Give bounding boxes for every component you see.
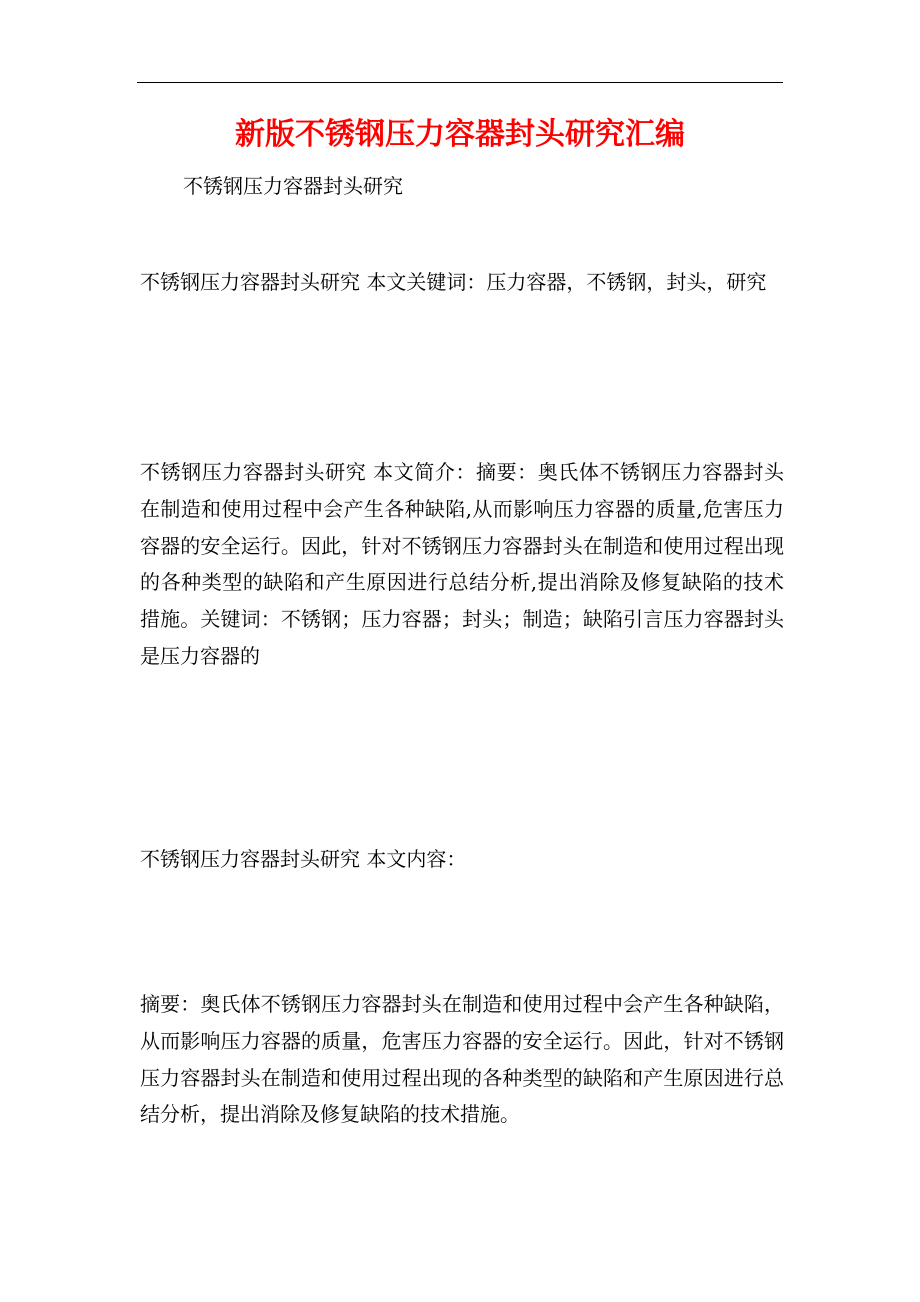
header-rule: [137, 82, 783, 83]
abstract-paragraph: 摘要：奥氏体不锈钢压力容器封头在制造和使用过程中会产生各种缺陷，从而影响压力容器的质量，危害压力容器的安全运行。因此，针对不锈钢压力容器封头在制造和使用过程出现的各种类型的缺陷和产生原因进行总结分析，提出消除及修复缺陷的技术措施。: [140, 992, 784, 1127]
document-subtitle: 不锈钢压力容器封头研究: [183, 174, 403, 198]
content-heading-paragraph: 不锈钢压力容器封头研究 本文内容：: [140, 847, 467, 871]
document-title: 新版不锈钢压力容器封头研究汇编: [235, 117, 685, 152]
keywords-paragraph: 不锈钢压力容器封头研究 本文关键词：压力容器，不锈钢，封头，研究: [140, 270, 767, 294]
summary-paragraph: 不锈钢压力容器封头研究 本文简介：摘要：奥氏体不锈钢压力容器封头在制造和使用过程中会产生各种缺陷,从而影响压力容器的质量,危害压力容器的安全运行。因此，针对不锈钢压力容器封头在制造和使用过程出现的各种类型的缺陷和产生原因进行总结分析,提出消除及修复缺陷的技术措施。关键词：不锈钢；压力容器；封头；制造；缺陷引言压力容器封头是压力容器的: [140, 460, 784, 668]
